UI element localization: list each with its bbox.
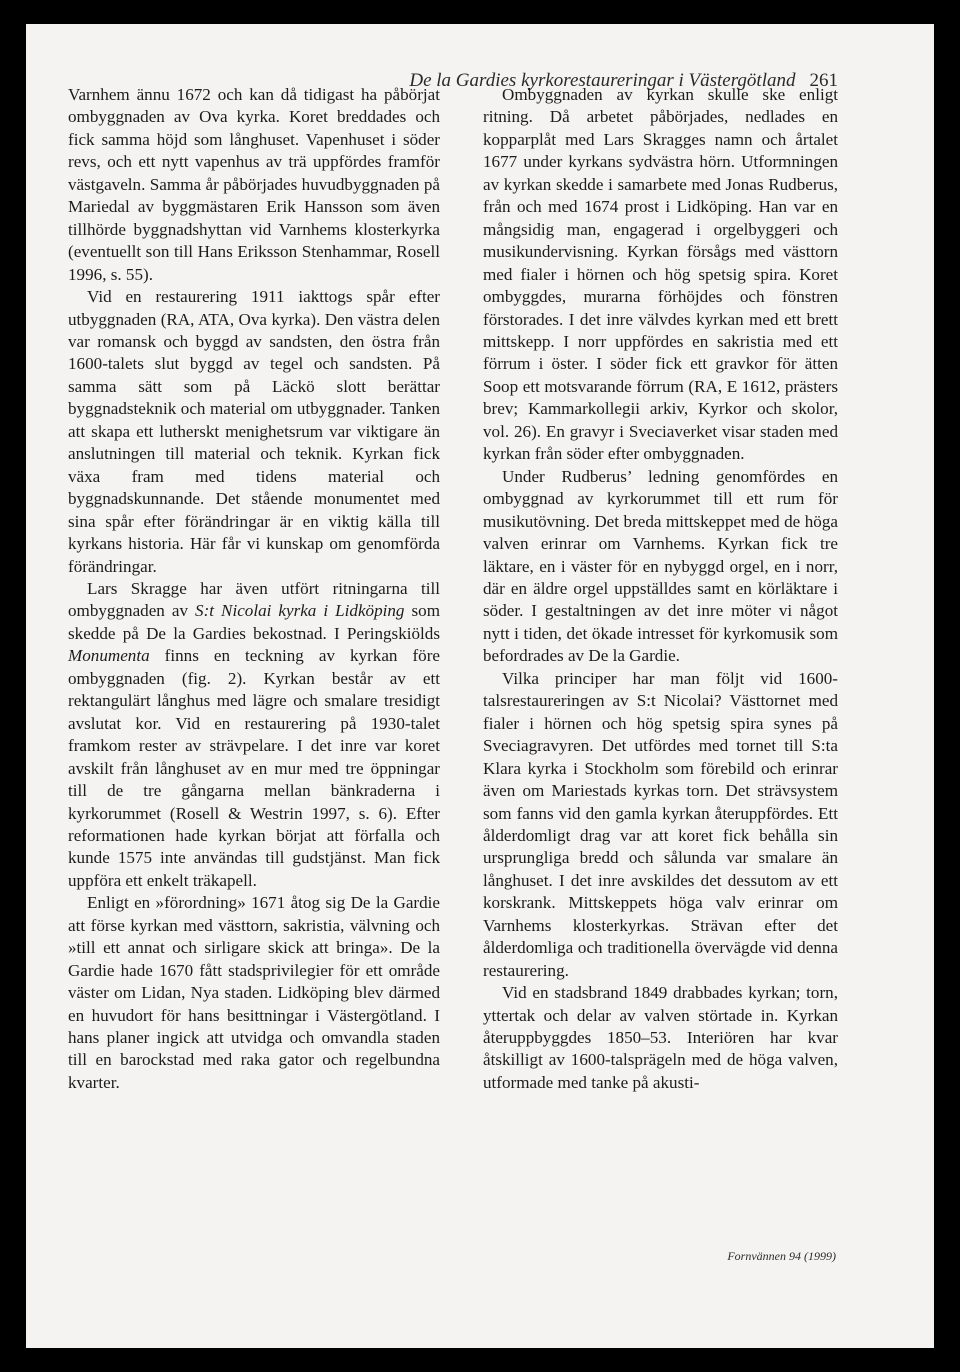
italic-text: Monumenta — [68, 646, 150, 666]
running-title: De la Gardies kyrkorestaureringar i Västergötland — [409, 70, 796, 91]
document-page — [26, 24, 934, 1348]
paragraph: Vid en stadsbrand 1849 drabbades kyrkan; torn, yttertak och delar av valven störtade in. Kyrkan återuppbyggdes 1850–53. Interiören har kvar åtskilligt av 1600-talsprägeln med de höga valven, utformade med tanke på akusti- — [483, 983, 838, 1092]
right-column — [483, 84, 838, 1094]
paragraph: Vilka principer har man följt vid 1600-talsrestaureringen av S:t Nicolai? Västtornet med fialer i hörnen och hög spetsig spira synes på Sveciagravyren. Det utfördes med tornet till S:ta Klara kyrka i Stockholm som förebild och erinrar även om Mariestads kyrkas torn. Det strävsystem som fanns vid den gamla kyrkan återuppfördes. Ett ålderdomligt drag var att koret fick behålla sin ursprungliga bredd och sålunda var smalare än långhuset. I det inre avskildes det dessutom av ett korskrank. Mittskeppets höga valv erinrar om Varnhems klosterkyrkas. Strävan efter det ålderdomliga och traditionella övervägde vid denna restaurering. — [483, 668, 838, 980]
journal-footer: Fornvännen 94 (1999) — [727, 1249, 836, 1263]
page-number: 261 — [809, 70, 838, 91]
italic-text: S:t Nicolai kyrka i Lidköping — [195, 601, 405, 621]
paragraph: Under Rudberus’ ledning genomfördes en ombyggnad av kyrkorummet till ett rum för musikutövning. Det breda mittskeppet med de höga valven erinrar om Varnhems. Kyrkan fick tre läktare, en i väster för en nybyggd orgel, en i norr, där en äldre orgel uppställdes samt en körläktare i söder. I gestaltningen av det inre möter vi något nytt i tiden, det ökade intresset för kyrkomusik som befordrades av De la Gardie. — [483, 466, 838, 666]
paragraph: Enligt en »förordning» 1671 åtog sig De la Gardie att förse kyrkan med västtorn, sakristia, välvning och »till ett annat och sirligare skick att bringa». De la Gardie hade 1670 fått stadsprivilegier för ett område väster om Lidan, Nya staden. Lidköping blev därmed en huvudort för hans besittningar i Västergötland. I hans planer ingick att utvidga och omvandla staden till en barockstad med raka gator och regelbundna kvarter. — [68, 893, 440, 1092]
paragraph: Ombyggnaden av kyrkan skulle ske enligt ritning. Då arbetet påbörjades, nedlades en kopparplåt med Lars Skragges namn och årtalet 1677 under kyrkans sydvästra hörn. Utformningen av kyrkan skedde i samarbete med Jonas Rudberus, från och med 1674 prost i Lidköping. Han var en mångsidig man, engagerad i orgelbyggeri och musikundervisning. Kyrkan försågs med västtorn med fialer i hörnen och hög spetsig spira. Koret ombyggdes, murarna förhöjdes och fönstren förstorades. I det inre välvdes kyrkan med ett brett mittskepp. I norr uppfördes en sakristia med ett förrum i öster. I söder fick ett gravkor för ätten Soop ett motsvarande förrum (RA, E 1612, prästers brev; Kammarkollegii arkiv, Kyrkor och skolor, vol. 26). En gravyr i Sveciaverket visar staden med kyrkan från söder efter ombyggnaden. — [483, 85, 838, 464]
text-run: finns en teckning av kyrkan före ombyggnaden (fig. 2). Kyrkan består av ett rektangulärt långhus med lägre och smalare tresidigt avslutat kor. Vid en restaurering på 1930-talet framkom rester av strävpelare. I det inre var koret avskilt från långhuset av en mur med tre öppningar till de tre gångarna mellan bänkraderna i kyrkorummet (Rosell & Westrin 1997, s. 6). Efter reformationen hade kyrkan börjat att förfalla och kunde 1575 inte användas till gudstjänst. Man fick uppföra ett enkelt träkapell. — [68, 646, 440, 890]
left-column — [68, 84, 440, 1094]
text-run: Lars Skragge har även utfört ritningarna till ombyggnaden av — [68, 578, 440, 621]
paragraph: Vid en restaurering 1911 iakttogs spår efter utbyggnaden (RA, ATA, Ova kyrka). Den västra delen var romansk och byggd av sandsten, den östra från 1600-talets slut byggd av tegel och sandsten. På samma sätt som på Läckö slott berättar byggnadsteknik och material om utbyggnader. Tanken att skapa ett lutherskt menighetsrum var viktigare än anslutningen till material och teknik. Kyrkan fick växa fram med tidens material och byggnadskunnande. Det stående monumentet med sina spår efter förändringar är en viktig källa till kyrkans historia. Här får vi kunskap om genomförda förändringar. — [68, 287, 440, 576]
paragraph: Varnhem ännu 1672 och kan då tidigast ha påbörjat ombyggnaden av Ova kyrka. Koret breddades och fick samma höjd som långhuset. Vapenhuset i söder revs, och ett nytt vapenhus av trä uppfördes framför västgaveln. Samma år påbörjades huvudbyggnaden på Mariedal av byggmästaren Erik Hansson som även tillhörde byggnadshyttan vid Varnhems klosterkyrka (eventuellt son till Hans Eriksson Stenhammar, Rosell 1996, s. 55). — [68, 85, 440, 284]
paragraph — [68, 578, 440, 892]
text-run: som skedde på De la Gardies bekostnad. I Peringskiölds — [68, 601, 441, 643]
